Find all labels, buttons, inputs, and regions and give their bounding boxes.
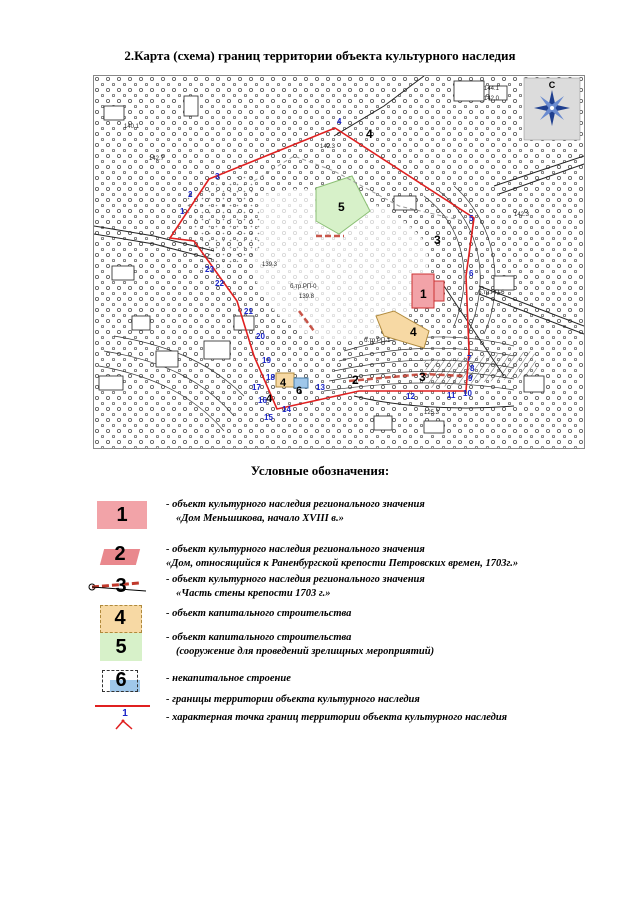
boundary-point-label: 22 [215, 279, 224, 288]
legend-symbol-5 [90, 631, 152, 665]
boundary-point-label: 15 [264, 413, 273, 422]
boundary-point-label: 2 [188, 190, 193, 199]
zone-label-3a: 3 [434, 233, 441, 247]
legend-symbol-text: 1 [122, 708, 128, 719]
boundary-point-label: 20 [256, 332, 265, 341]
boundary-point-label: 8 [470, 364, 475, 373]
legend-text [166, 498, 425, 526]
zone-label-3b: 3 [419, 370, 426, 384]
legend-symbol-text: 2 [114, 543, 126, 565]
zone-1-annex [434, 281, 444, 301]
map-mark: б.тр.РП-1 [364, 338, 391, 344]
legend-symbol-7 [90, 693, 152, 709]
elevation-label: 140.1 [124, 124, 140, 130]
legend-line: «Дом Меньшикова, начало XVIII в.» [176, 513, 344, 524]
legend-line: - объект культурного наследия регионального значения [166, 544, 425, 555]
zone-label-4c: 4 [280, 377, 287, 389]
legend-line: «Дом, относящийся к Раненбургской крепости Петровских времен, 1703г.» [166, 558, 519, 569]
legend-line: - объект культурного наследия регионального значения [166, 574, 425, 585]
zone-label-5: 5 [338, 200, 345, 214]
legend-text [166, 573, 425, 601]
zone-label-4d: 4 [266, 393, 273, 405]
zone-label-6: 6 [296, 385, 303, 397]
legend-line: (сооружение для проведений зрелищных мероприятий) [176, 646, 435, 657]
legend-symbol-2 [90, 541, 152, 575]
legend-symbol-text: 5 [115, 636, 127, 658]
boundary-point-label: 19 [262, 356, 271, 365]
boundary-point-label: 16 [258, 396, 267, 405]
boundary-map [93, 75, 585, 449]
elevation-label: 139.8 [299, 294, 315, 300]
boundary-point-label: 6 [469, 269, 474, 278]
elevation-label: 142.0 [484, 96, 500, 102]
legend-symbol-text: 1 [116, 504, 128, 526]
boundary-point-label: 18 [266, 373, 275, 382]
boundary-point-label: 14 [282, 405, 291, 414]
boundary-point-label: 12 [406, 392, 415, 401]
map-canvas [94, 76, 584, 448]
elevation-label: 142.3 [320, 144, 336, 150]
boundary-point-label: 11 [447, 391, 456, 400]
legend-symbol-8 [90, 709, 152, 731]
legend-text [166, 543, 518, 571]
zone-label-4b: 4 [410, 325, 417, 339]
legend-line: - характерная точка границ территории объекта культурного наследия [166, 712, 508, 723]
boundary-point-label: 10 [463, 389, 472, 398]
boundary-point-label: 23 [205, 265, 214, 274]
page-title: 2.Карта (схема) границ территории объекта культурного наследия [124, 48, 516, 63]
boundary-point-label: 13 [316, 383, 325, 392]
map-mark: б.тр.РП-6 [478, 290, 505, 296]
zone-label-2: 2 [352, 373, 359, 387]
boundary-point-label: 7 [467, 354, 472, 363]
elevation-label: 142.7 [149, 156, 165, 162]
elevation-label: 125.3 [424, 410, 440, 416]
legend-text [166, 672, 291, 686]
boundary-point-label: 21 [244, 307, 253, 316]
legend-symbol-text: 6 [115, 669, 127, 691]
legend-line: - некапитальное строение [166, 673, 291, 684]
legend-line: - объект капитального строительства [166, 632, 352, 643]
boundary-point-label: 5 [469, 214, 474, 223]
legend-line: - объект культурного наследия регионального значения [166, 499, 425, 510]
legend-title: Условные обозначения: [250, 463, 390, 478]
zone-label-1: 1 [420, 287, 427, 301]
boundary-point-label: 3 [215, 172, 220, 181]
legend-text [166, 607, 351, 621]
legend-line: «Часть стены крепости 1703 г.» [176, 588, 331, 599]
elevation-label: 139.3 [262, 262, 278, 268]
legend-line: - объект капитального строительства [166, 608, 352, 619]
legend-symbol-4 [90, 601, 152, 635]
compass-letter: С [548, 80, 556, 90]
elevation-label: 142.3 [514, 212, 530, 218]
legend-line: - границы территории объекта культурного наследия [166, 694, 420, 705]
boundary-point-label: 9 [468, 374, 473, 383]
map-mark: б.тр.РП-0 [290, 284, 317, 290]
legend-symbol-text: 3 [115, 575, 127, 597]
boundary-point-label: 17 [252, 383, 261, 392]
boundary-point-label: 1 [180, 207, 185, 216]
legend-text [166, 631, 434, 659]
elevation-label: 144.1 [484, 86, 500, 92]
legend-symbol-1 [90, 496, 152, 530]
legend-text [166, 693, 420, 707]
zone-label-4a: 4 [366, 127, 373, 141]
boundary-point-label: 4 [337, 117, 342, 126]
legend-symbol-text: 4 [114, 607, 126, 629]
legend-text [166, 711, 507, 725]
